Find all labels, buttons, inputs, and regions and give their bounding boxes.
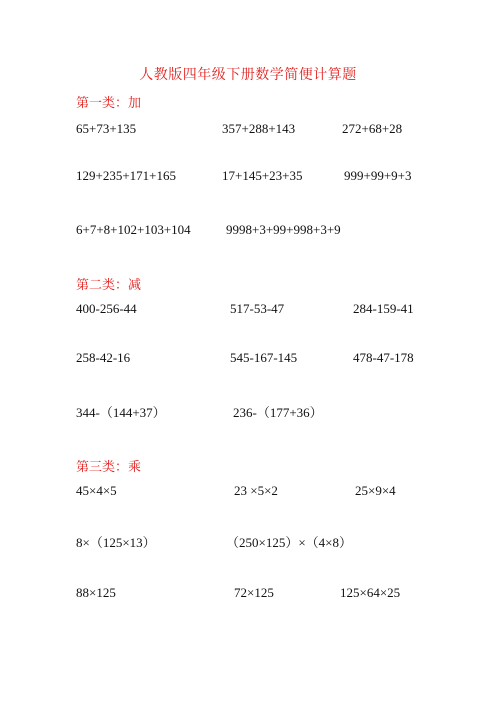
problem-row: [0, 350, 496, 368]
problem: 284-159-41: [353, 301, 414, 316]
problem-row: [0, 168, 496, 186]
problem: 8×（125×13）: [76, 535, 156, 550]
problem: 23 ×5×2: [234, 483, 278, 498]
document-title: 人教版四年级下册数学简便计算题: [139, 68, 357, 83]
problem: 478-47-178: [353, 350, 414, 365]
problem: 17+145+23+35: [222, 168, 303, 183]
problem: 258-42-16: [76, 350, 131, 365]
problem: 25×9×4: [355, 483, 396, 498]
problem-row: [0, 483, 496, 501]
problem: 545-167-145: [230, 350, 298, 365]
section-heading-add: 第一类：加: [76, 95, 142, 110]
problem: 236-（177+36）: [233, 405, 323, 420]
problem: 129+235+171+165: [76, 168, 176, 183]
problem: 400-256-44: [76, 301, 137, 316]
problem-row: [0, 585, 496, 603]
problem-row: [0, 121, 496, 139]
problem: 344-（144+37）: [76, 405, 166, 420]
problem: 357+288+143: [222, 121, 296, 136]
section-heading-multiply: 第三类：乘: [76, 459, 142, 474]
problem-row: [0, 402, 496, 420]
problem: 517-53-47: [230, 301, 285, 316]
problem: 9998+3+99+998+3+9: [226, 222, 341, 237]
problem: 999+99+9+3: [344, 168, 412, 183]
problem: 65+73+135: [76, 121, 137, 136]
problem: 72×125: [234, 585, 274, 600]
problem: 88×125: [76, 585, 116, 600]
problem: （250×125）×（4×8）: [226, 535, 352, 550]
problem: 45×4×5: [76, 483, 117, 498]
problem: 125×64×25: [340, 585, 401, 600]
problem-row: [0, 222, 496, 240]
problem-row: [0, 532, 496, 550]
problem: 6+7+8+102+103+104: [76, 222, 191, 237]
problem: 272+68+28: [342, 121, 403, 136]
problem-row: [0, 301, 496, 319]
section-heading-subtract: 第二类：减: [76, 277, 142, 292]
